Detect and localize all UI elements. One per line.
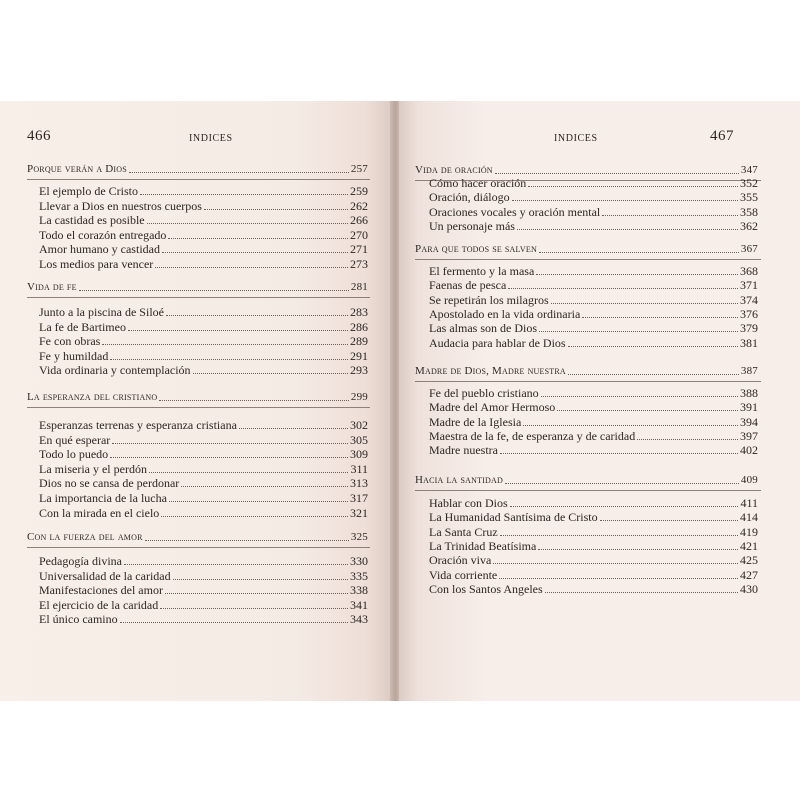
section-heading-label: Vida de fe (27, 281, 77, 293)
toc-entry-page-number: 309 (350, 447, 368, 462)
dot-leader (510, 506, 739, 507)
toc-entry (429, 526, 758, 539)
section-heading-page-number: 367 (740, 243, 758, 255)
toc-entry-label: Madre nuestra (429, 443, 498, 458)
section-heading-page-number: 409 (740, 474, 758, 486)
section-heading-label: Madre de Dios, Madre nuestra (415, 365, 566, 377)
toc-entry-label: Faenas de pesca (429, 278, 507, 293)
toc-entry-label: Oración, diálogo (429, 190, 510, 205)
toc-entry-page-number: 262 (350, 198, 368, 213)
section-divider (27, 297, 370, 298)
toc-entry-page-number: 305 (350, 432, 368, 447)
toc-entry-page-number: 402 (740, 443, 758, 458)
toc-entry (39, 350, 368, 363)
dot-leader (110, 457, 348, 458)
toc-entry-page-number: 414 (740, 510, 758, 525)
toc-entry (39, 419, 368, 432)
toc-entry (429, 540, 758, 553)
toc-entry (429, 265, 758, 278)
page-number-right: 467 (710, 128, 734, 144)
toc-entry (39, 258, 368, 271)
section-heading-label: Vida de oración (415, 164, 493, 176)
section-heading (27, 531, 368, 544)
toc-entry-label: La Santa Cruz (429, 524, 498, 539)
dot-leader (102, 344, 348, 345)
toc-entry-label: Junto a la piscina de Siloé (39, 305, 164, 319)
toc-entry-label: Fe con obras (39, 334, 101, 349)
toc-entry (39, 507, 368, 520)
section-heading (415, 474, 758, 487)
dot-leader (602, 215, 738, 216)
toc-entry-label: La castidad es posible (39, 213, 145, 228)
toc-entry-label: Vida corriente (429, 567, 498, 582)
toc-entry (429, 401, 758, 414)
dot-leader (600, 520, 738, 521)
section-heading-label: La esperanza del cristiano (27, 391, 158, 403)
toc-entry-label: Con los Santos Angeles (429, 581, 543, 596)
toc-entry-page-number: 293 (350, 363, 368, 378)
dot-leader (539, 252, 739, 253)
dot-leader (166, 315, 348, 316)
toc-entry-label: Madre del Amor Hermoso (429, 400, 556, 415)
dot-leader (528, 186, 738, 187)
toc-entry-page-number: 271 (350, 242, 368, 257)
toc-entry (429, 279, 758, 292)
toc-entry (429, 337, 758, 350)
toc-entry (429, 511, 758, 524)
section-divider (27, 547, 370, 548)
toc-entry (429, 569, 758, 582)
dot-leader (128, 330, 348, 331)
section-divider (415, 381, 761, 382)
toc-entry-page-number: 421 (740, 538, 758, 553)
toc-entry-page-number: 379 (740, 321, 758, 336)
toc-entry-page-number: 391 (740, 400, 758, 415)
toc-entry (39, 448, 368, 461)
right-page (399, 101, 800, 701)
dot-leader (500, 535, 738, 536)
section-heading (415, 243, 758, 256)
toc-entry-page-number: 376 (740, 306, 758, 321)
section-heading-page-number: 325 (350, 531, 368, 543)
dot-leader (193, 373, 348, 374)
toc-entry (39, 599, 368, 612)
toc-entry-page-number: 259 (350, 184, 368, 198)
toc-entry-page-number: 317 (350, 491, 368, 505)
dot-leader (508, 288, 738, 289)
section-heading (27, 391, 368, 404)
toc-entry-page-number: 355 (740, 190, 758, 205)
toc-entry-page-number: 286 (350, 319, 368, 334)
toc-entry (429, 554, 758, 567)
dot-leader (539, 331, 738, 332)
toc-entry (39, 335, 368, 348)
toc-entry (429, 308, 758, 321)
toc-entry-page-number: 283 (350, 305, 368, 319)
dot-leader (110, 359, 348, 360)
toc-entry-page-number: 427 (740, 567, 758, 582)
running-head-left: INDICES (189, 133, 233, 144)
dot-leader (120, 622, 348, 623)
toc-entry-label: La Humanidad Santísima de Cristo (429, 510, 598, 525)
toc-entry-page-number: 335 (350, 568, 368, 583)
toc-entry-label: Maestra de la fe, de esperanza y de caridad (429, 428, 636, 443)
dot-leader (173, 579, 348, 580)
toc-entry-page-number: 330 (350, 554, 368, 568)
toc-entry (429, 497, 758, 510)
toc-entry (429, 322, 758, 335)
toc-entry-label: Fe del pueblo cristiano (429, 386, 539, 400)
toc-entry-label: El único camino (39, 612, 118, 627)
toc-entry-page-number: 273 (350, 257, 368, 271)
toc-entry-page-number: 368 (740, 264, 758, 278)
section-heading-page-number: 257 (350, 163, 368, 175)
toc-entry-label: Cómo hacer oración (429, 176, 527, 190)
toc-entry-page-number: 374 (740, 292, 758, 307)
toc-entry-page-number: 371 (740, 278, 758, 293)
dot-leader (637, 439, 738, 440)
toc-entry-label: Un personaje más (429, 218, 515, 233)
toc-entry-label: Se repetirán los milagros (429, 292, 549, 307)
dot-leader (160, 608, 348, 609)
toc-entry-page-number: 302 (350, 418, 368, 432)
dot-leader (145, 540, 349, 541)
toc-entry (39, 492, 368, 505)
toc-entry (39, 613, 368, 626)
toc-entry (39, 185, 368, 198)
section-heading (415, 365, 758, 378)
toc-entry-page-number: 291 (350, 348, 368, 363)
section-divider (27, 407, 370, 408)
dot-leader (79, 290, 349, 291)
toc-entry (429, 416, 758, 429)
toc-entry-page-number: 419 (740, 524, 758, 539)
toc-entry (429, 206, 758, 219)
dot-leader (140, 194, 348, 195)
toc-entry-label: Madre de la Iglesia (429, 414, 522, 429)
toc-entry (39, 584, 368, 597)
toc-entry (429, 191, 758, 204)
toc-entry-label: Fe y humildad (39, 348, 109, 363)
toc-entry-page-number: 313 (350, 476, 368, 491)
dot-leader (239, 428, 348, 429)
dot-leader (545, 592, 738, 593)
dot-leader (112, 443, 348, 444)
toc-entry-label: Dios no se cansa de perdonar (39, 476, 180, 491)
toc-entry-label: Amor humano y castidad (39, 242, 160, 257)
dot-leader (124, 564, 348, 565)
section-heading-page-number: 347 (740, 164, 758, 176)
toc-entry (39, 229, 368, 242)
dot-leader (161, 516, 348, 517)
section-divider (27, 179, 370, 180)
toc-entry-page-number: 430 (740, 581, 758, 596)
section-divider (415, 259, 761, 260)
book-spread (0, 101, 800, 701)
toc-entry-page-number: 321 (350, 505, 368, 520)
section-heading-page-number: 281 (350, 281, 368, 293)
dot-leader (493, 563, 738, 564)
toc-entry-label: Pedagogía divina (39, 554, 122, 568)
toc-entry-page-number: 311 (350, 461, 368, 476)
toc-entry (429, 583, 758, 596)
toc-entry (39, 434, 368, 447)
toc-entry (39, 463, 368, 476)
page-number-left: 466 (27, 128, 51, 144)
toc-entry-label: Los medios para vencer (39, 257, 154, 271)
toc-entry-label: El ejemplo de Cristo (39, 184, 138, 198)
toc-entry-label: Oración viva (429, 553, 492, 568)
section-divider (415, 490, 761, 491)
toc-entry-page-number: 358 (740, 204, 758, 219)
dot-leader (169, 501, 348, 502)
section-heading-label: Con la fuerza del amor (27, 531, 143, 543)
toc-entry-label: Las almas son de Dios (429, 321, 537, 336)
dot-leader (495, 173, 739, 174)
toc-entry-label: El fermento y la masa (429, 264, 535, 278)
dot-leader (582, 317, 738, 318)
toc-entry (39, 243, 368, 256)
toc-entry-label: La importancia de la lucha (39, 491, 167, 505)
toc-entry (39, 321, 368, 334)
toc-entry-page-number: 341 (350, 597, 368, 612)
toc-entry-page-number: 388 (740, 386, 758, 400)
toc-entry-page-number: 270 (350, 227, 368, 242)
toc-entry (39, 364, 368, 377)
section-heading-label: Porque verán a Dios (27, 163, 127, 175)
toc-entry (39, 200, 368, 213)
dot-leader (541, 396, 738, 397)
toc-entry-label: Audacia para hablar de Dios (429, 335, 566, 350)
toc-entry-page-number: 338 (350, 583, 368, 598)
toc-entry-label: Llevar a Dios en nuestros cuerpos (39, 198, 202, 213)
toc-entry-label: Universalidad de la caridad (39, 568, 171, 583)
section-heading-page-number: 387 (740, 365, 758, 377)
dot-leader (568, 346, 738, 347)
toc-entry (39, 555, 368, 568)
toc-entry-label: La fe de Bartimeo (39, 319, 126, 334)
dot-leader (500, 453, 738, 454)
dot-leader (162, 252, 348, 253)
section-heading (27, 281, 368, 294)
section-heading-page-number: 299 (350, 391, 368, 403)
toc-entry-label: La miseria y el perdón (39, 461, 147, 476)
dot-leader (129, 172, 349, 173)
toc-entry-page-number: 343 (350, 612, 368, 627)
dot-leader (551, 303, 738, 304)
toc-entry-page-number: 362 (740, 218, 758, 233)
section-heading-label: Hacia la santidad (415, 474, 503, 486)
dot-leader (147, 223, 348, 224)
dot-leader (499, 578, 738, 579)
dot-leader (204, 209, 348, 210)
toc-entry-label: Apostolado en la vida ordinaria (429, 306, 581, 321)
toc-entry (39, 306, 368, 319)
dot-leader (168, 238, 348, 239)
toc-entry-label: Hablar con Dios (429, 496, 508, 510)
toc-entry-page-number: 411 (740, 496, 758, 510)
section-heading-label: Para que todos se salven (415, 243, 537, 255)
toc-entry-label: Con la mirada en el cielo (39, 505, 160, 520)
toc-entry-label: Esperanzas terrenas y esperanza cristiana (39, 418, 237, 432)
running-head-right: INDICES (554, 133, 598, 144)
toc-entry (429, 444, 758, 457)
dot-leader (181, 486, 348, 487)
dot-leader (159, 400, 348, 401)
toc-entry (39, 214, 368, 227)
toc-entry-label: Oraciones vocales y oración mental (429, 204, 601, 219)
toc-entry (39, 477, 368, 490)
toc-entry-page-number: 266 (350, 213, 368, 228)
toc-entry-page-number: 394 (740, 414, 758, 429)
toc-entry (39, 570, 368, 583)
left-page (0, 101, 392, 701)
toc-entry-page-number: 381 (740, 335, 758, 350)
toc-entry-label: Todo lo puedo (39, 447, 109, 462)
toc-entry (429, 177, 758, 190)
dot-leader (536, 274, 738, 275)
toc-entry-label: Manifestaciones del amor (39, 583, 163, 598)
dot-leader (149, 472, 348, 473)
toc-entry-page-number: 397 (740, 428, 758, 443)
toc-entry-label: El ejercicio de la caridad (39, 597, 159, 612)
dot-leader (155, 267, 348, 268)
toc-entry-label: Vida ordinaria y contemplación (39, 363, 191, 378)
section-heading (27, 163, 368, 176)
dot-leader (165, 593, 348, 594)
dot-leader (512, 200, 738, 201)
dot-leader (505, 483, 739, 484)
toc-entry-label: En qué esperar (39, 432, 111, 447)
toc-entry (429, 387, 758, 400)
toc-entry-label: Todo el corazón entregado (39, 227, 167, 242)
toc-entry (429, 430, 758, 443)
toc-entry-page-number: 425 (740, 553, 758, 568)
dot-leader (568, 374, 739, 375)
dot-leader (557, 410, 738, 411)
toc-entry (429, 294, 758, 307)
dot-leader (538, 549, 738, 550)
dot-leader (523, 425, 738, 426)
dot-leader (517, 229, 738, 230)
toc-entry-page-number: 352 (740, 176, 758, 190)
toc-entry-page-number: 289 (350, 334, 368, 349)
toc-entry-label: La Trinidad Beatísima (429, 538, 537, 553)
toc-entry (429, 220, 758, 233)
